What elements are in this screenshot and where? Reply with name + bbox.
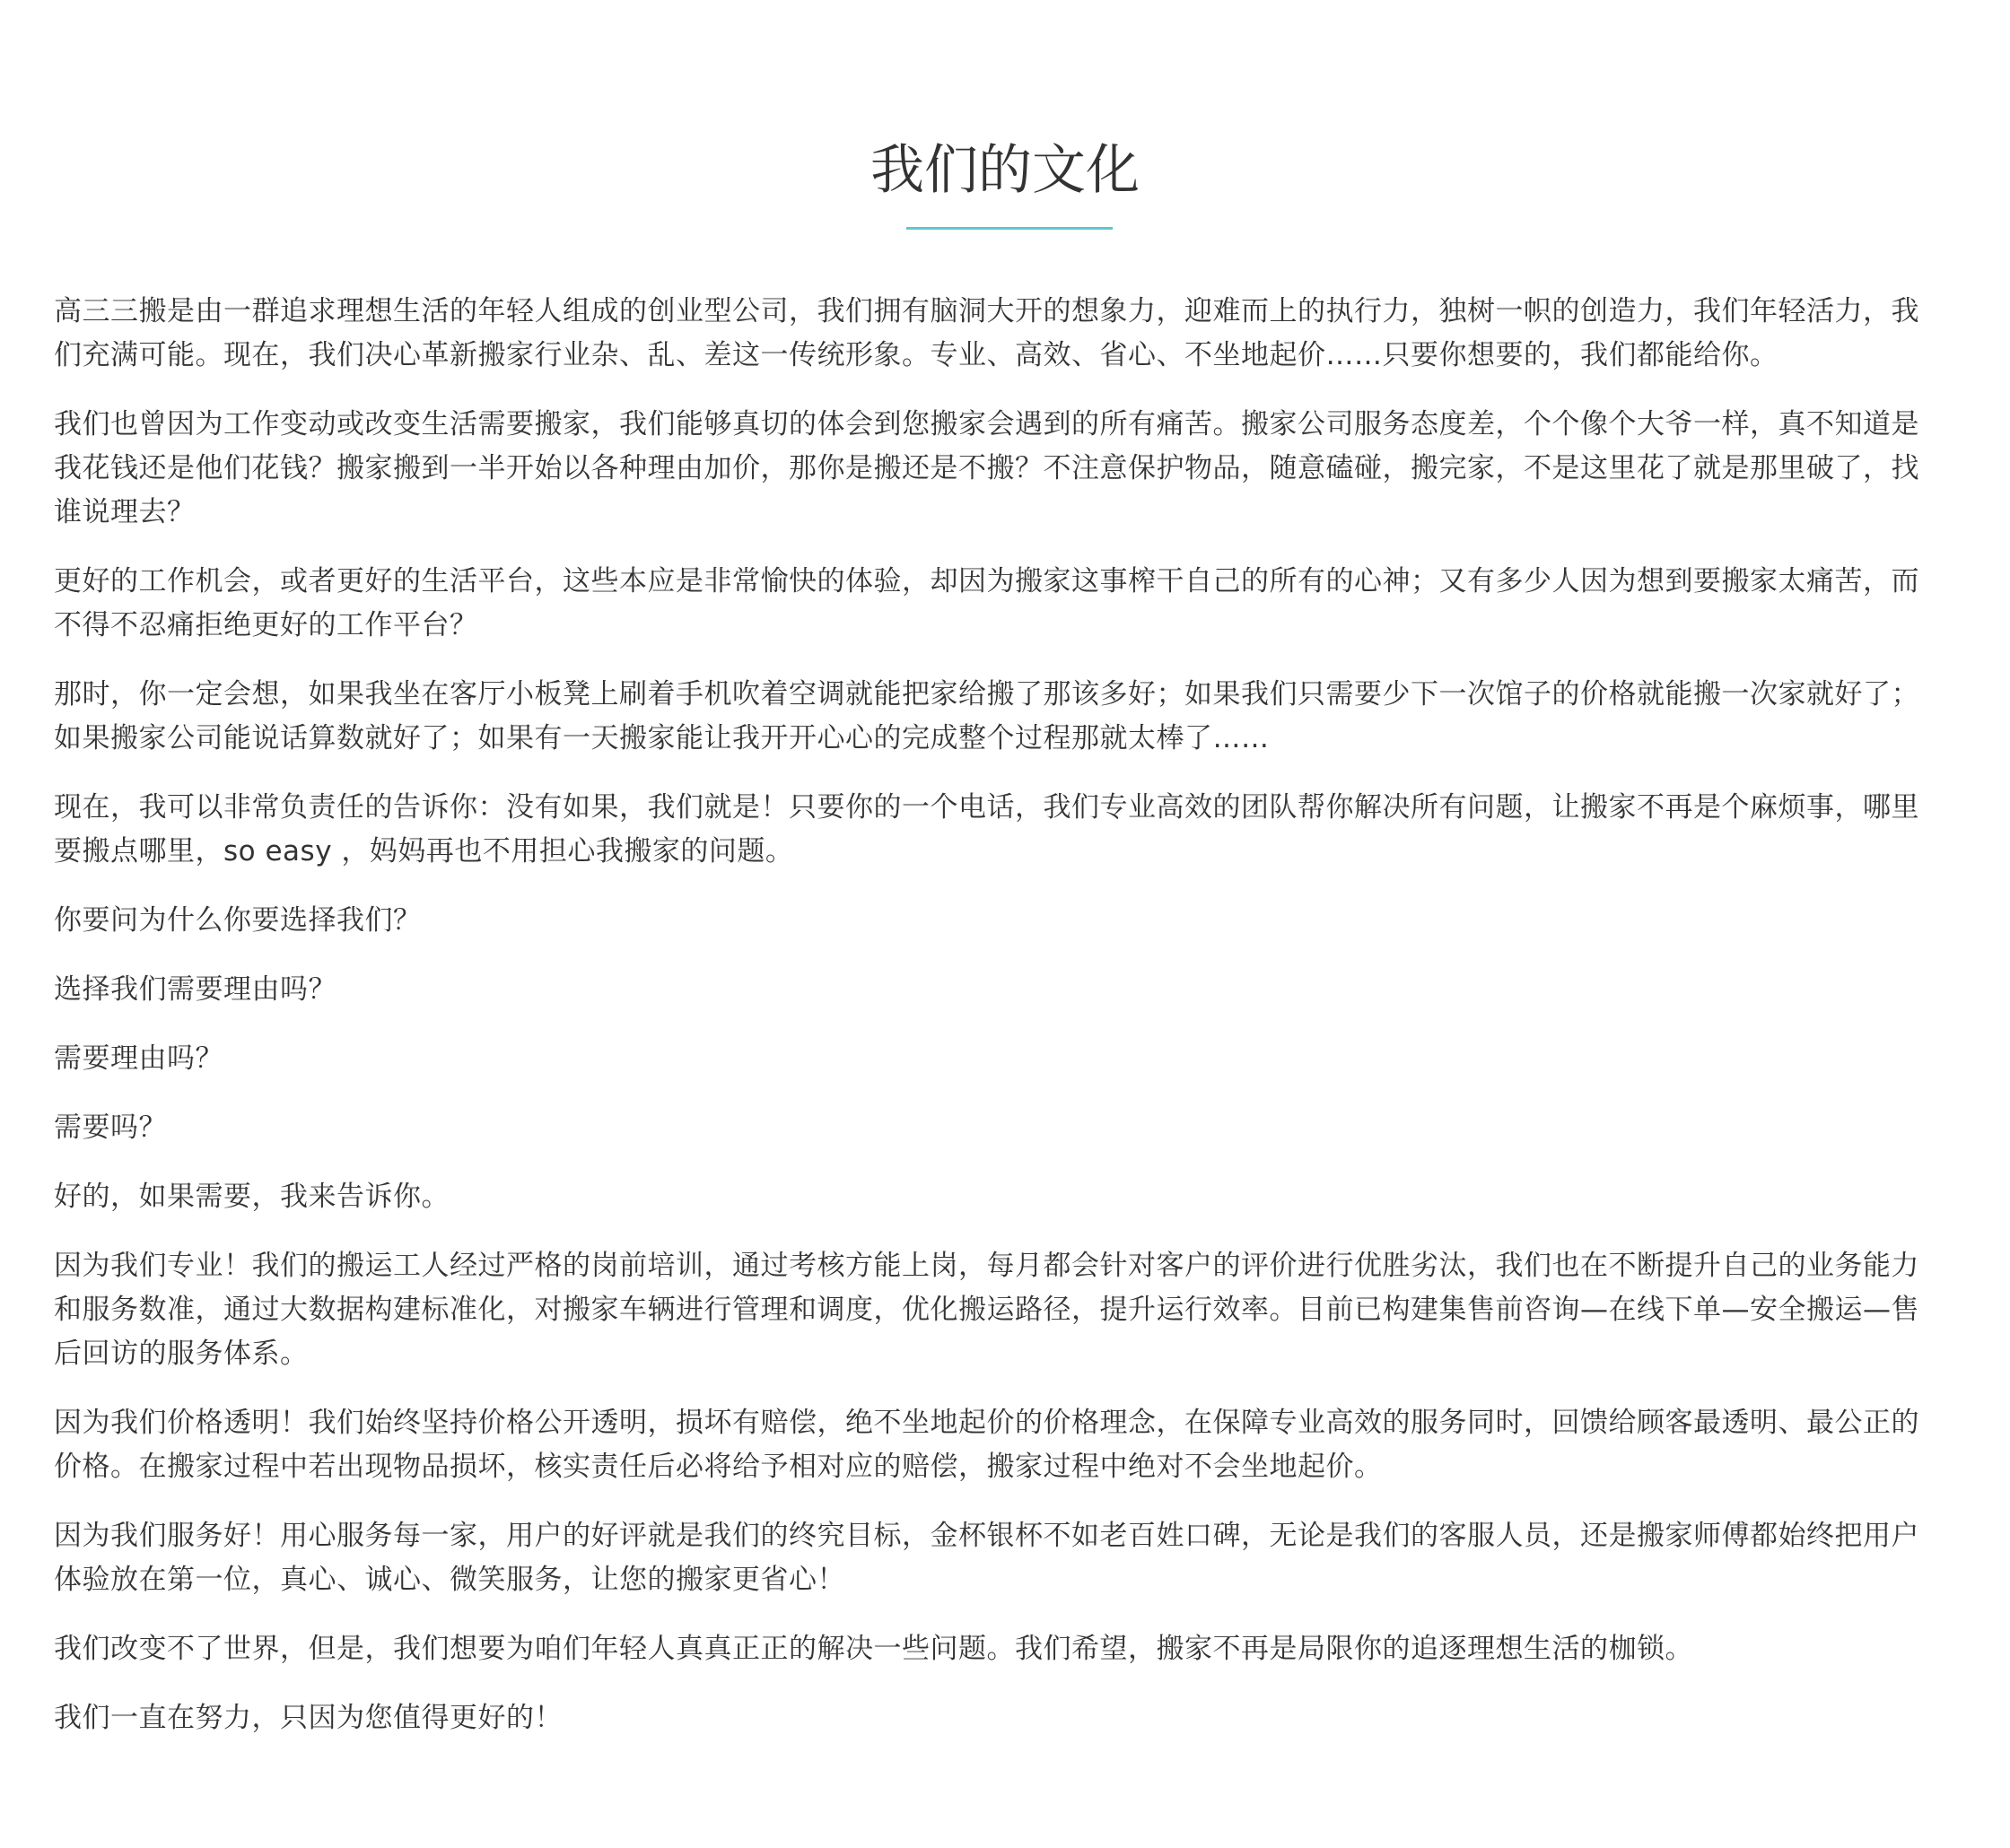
title-divider xyxy=(906,227,1113,230)
paragraph-professional: 因为我们专业！我们的搬运工人经过严格的岗前培训，通过考核方能上岗，每月都会针对客户的评价进行优胜劣汰，我们也在不断提升自己的业务能力和服务数准，通过大数据构建标准化，对搬家车辆进行管理和调度，优化搬运路径，提升运行效率。目前已构建集售前咨询—在线下单—安全搬运—售后回访的服务体系。 xyxy=(54,1250,1919,1370)
paragraph-question-4: 需要吗？ xyxy=(54,1111,167,1144)
paragraph-promise: 现在，我可以非常负责任的告诉你：没有如果，我们就是！只要你的一个电话，我们专业高效的团队帮你解决所有问题，让搬家不再是个麻烦事，哪里要搬点哪里，so easy ，妈妈再也不用担心我搬家的问题。 xyxy=(54,791,1919,867)
paragraph-question-2: 选择我们需要理由吗？ xyxy=(54,973,336,1006)
culture-content xyxy=(54,290,1947,1765)
paragraph-good-service: 因为我们服务好！用心服务每一家，用户的好评就是我们的终究目标，金杯银杯不如老百姓口碑，无论是我们的客服人员，还是搬家师傅都始终把用户体验放在第一位，真心、诚心、微笑服务，让您的搬家更省心！ xyxy=(54,1520,1919,1596)
page-title: 我们的文化 xyxy=(870,139,1140,202)
paragraph-better-opportunity: 更好的工作机会，或者更好的生活平台，这些本应是非常愉快的体验，却因为搬家这事榨干自己的所有的心神；又有多少人因为想到要搬家太痛苦，而不得不忍痛拒绝更好的工作平台？ xyxy=(54,565,1919,641)
paragraph-wishes: 那时，你一定会想，如果我坐在客厅小板凳上刷着手机吹着空调就能把家给搬了那该多好；如果我们只需要少下一次馆子的价格就能搬一次家就好了；如果搬家公司能说话算数就好了；如果有一天搬家能让我开开心心的完成整个过程那就太棒了…… xyxy=(54,678,1919,754)
paragraph-answer: 好的，如果需要，我来告诉你。 xyxy=(54,1181,450,1213)
paragraph-transparent-price: 因为我们价格透明！我们始终坚持价格公开透明，损坏有赔偿，绝不坐地起价的价格理念，在保障专业高效的服务同时，回馈给顾客最透明、最公正的价格。在搬家过程中若出现物品损坏，核实责任后必将给予相对应的赔偿，搬家过程中绝对不会坐地起价。 xyxy=(54,1407,1919,1483)
paragraph-closing: 我们一直在努力，只因为您值得更好的！ xyxy=(54,1702,563,1734)
paragraph-intro: 高三三搬是由一群追求理想生活的年轻人组成的创业型公司，我们拥有脑洞大开的想象力，迎难而上的执行力，独树一帜的创造力，我们年轻活力，我们充满可能。现在，我们决心革新搬家行业杂、乱、差这一传统形象。专业、高效、省心、不坐地起价……只要你想要的，我们都能给你。 xyxy=(54,295,1919,371)
paragraph-mission: 我们改变不了世界，但是，我们想要为咱们年轻人真真正正的解决一些问题。我们希望，搬家不再是局限你的追逐理想生活的枷锁。 xyxy=(54,1633,1693,1665)
paragraph-pain-points: 我们也曾因为工作变动或改变生活需要搬家，我们能够真切的体会到您搬家会遇到的所有痛苦。搬家公司服务态度差，个个像个大爷一样，真不知道是我花钱还是他们花钱？搬家搬到一半开始以各种理由加价，那你是搬还是不搬？不注意保护物品，随意磕碰，搬完家，不是这里花了就是那里破了，找谁说理去？ xyxy=(54,408,1919,528)
paragraph-question-3: 需要理由吗？ xyxy=(54,1042,223,1075)
paragraph-question-1: 你要问为什么你要选择我们？ xyxy=(54,904,422,937)
